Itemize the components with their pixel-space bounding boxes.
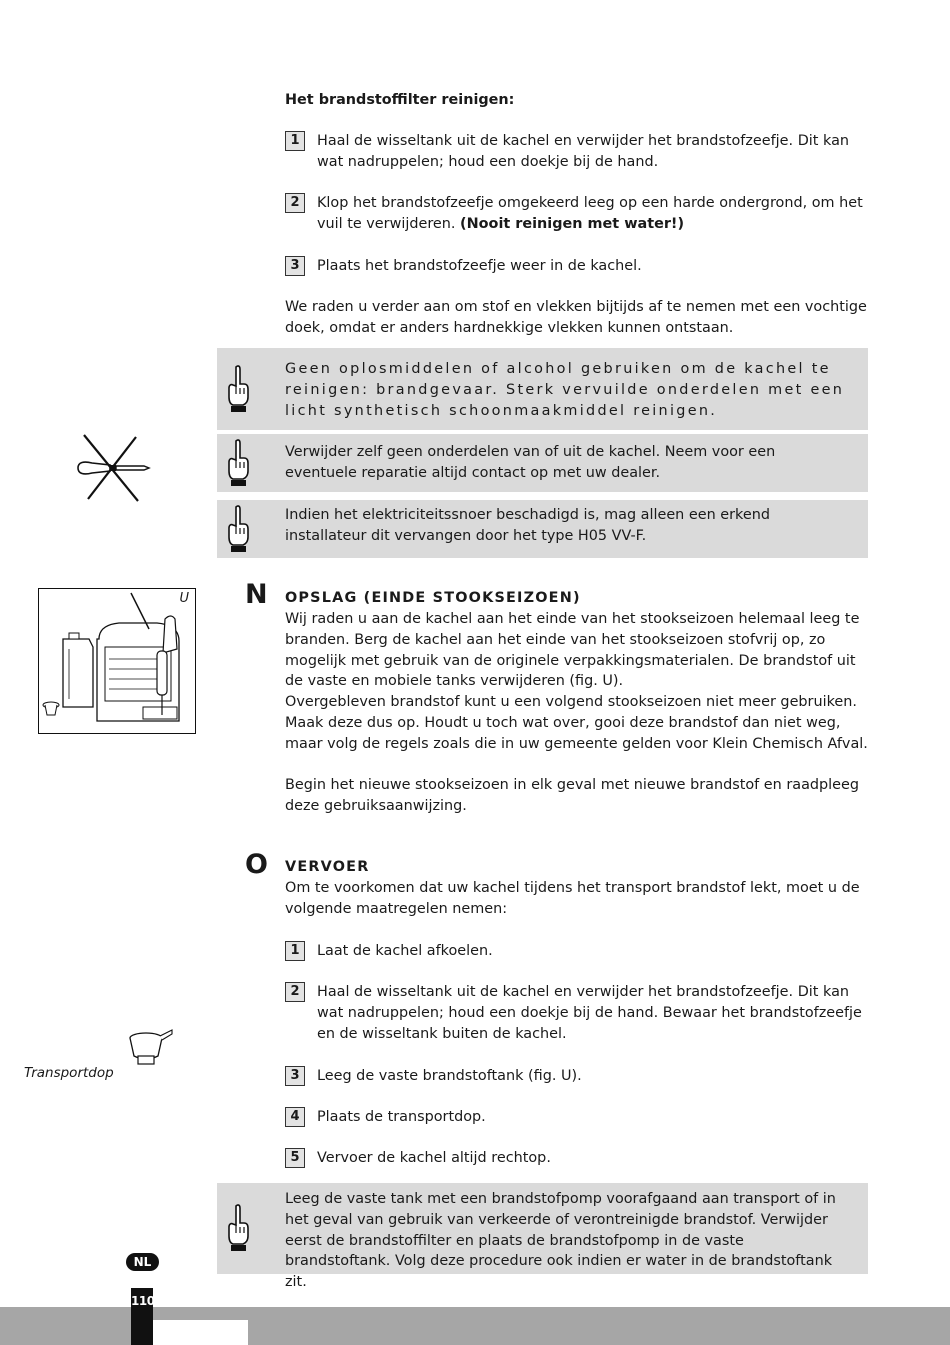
- step-number-badge: 2: [285, 982, 305, 1002]
- section-title: VERVOER: [285, 859, 370, 875]
- page-number: 110: [131, 1294, 155, 1308]
- step-text-warning: (Nooit reinigen met water!): [460, 215, 685, 232]
- step-number-badge: 3: [285, 1066, 305, 1086]
- step-text: Vervoer de kachel altijd rechtop.: [317, 1150, 551, 1166]
- note-text: Verwijder zelf geen onderdelen van of uit de kachel. Neem voor een eventuele reparatie altijd contact op met uw dealer.: [285, 444, 776, 481]
- paragraph-line: Begin het nieuwe stookseizoen in elk geval met nieuwe brandstof en raadpleeg deze gebruiksaanwijzing.: [285, 777, 860, 815]
- step-number-badge: 3: [285, 256, 305, 276]
- note-text: Indien het elektriciteitssnoer beschadigd is, mag alleen een erkend installateur dit vervangen door het type H05 VV-F.: [285, 507, 770, 544]
- heater-emptying-illustration: [39, 589, 195, 733]
- step-text: [317, 193, 869, 235]
- section-letter: O: [245, 849, 268, 880]
- note-box: [217, 1183, 868, 1291]
- figure-caption: Transportdop: [24, 1065, 114, 1081]
- note-box: [217, 348, 868, 430]
- step-text: Haal de wisseltank uit de kachel en verwijder het brandstofzeefje. Dit kan wat nadruppelen; houd een doekje bij de hand. Bewaar het brandstofzeefje en de wisseltank buiten de kachel.: [317, 984, 862, 1042]
- figure-label: U: [179, 591, 189, 606]
- note-text: Geen oplosmiddelen of alcohol gebruiken om de kachel te reinigen: brandgevaar. Sterk vervuilde onderdelen met een licht synthetisch schoonmaakmiddel reinigen.: [285, 361, 845, 419]
- step-text: Laat de kachel afkoelen.: [317, 943, 493, 959]
- step-text-regular: Klop het brandstofzeefje omgekeerd leeg op een harde ondergrond, om het vuil te verwijderen.: [317, 195, 863, 232]
- step-number-badge: 4: [285, 1107, 305, 1127]
- note-box: [217, 434, 868, 492]
- section-title-filter: Het brandstoffilter reinigen:: [285, 92, 515, 108]
- step-number-badge: 2: [285, 193, 305, 213]
- pointing-hand-icon: [225, 364, 251, 414]
- language-badge: NL: [126, 1253, 159, 1271]
- body-paragraph: [285, 609, 869, 817]
- crossed-screwdriver-icon: [74, 432, 152, 504]
- paragraph-line: Overgebleven brandstof kunt u een volgend stookseizoen niet meer gebruiken. Maak deze dus op. Houdt u toch wat over, gooi deze brandstof dan niet weg, maar volg de regels zoals die in uw gemeente gelden voor Klein Chemisch Afval.: [285, 694, 868, 752]
- pointing-hand-icon: [225, 504, 251, 554]
- pointing-hand-icon: [225, 438, 251, 488]
- body-paragraph: We raden u verder aan om stof en vlekken bijtijds af te nemen met een vochtige doek, omdat er anders hardnekkige vlekken kunnen ontstaan.: [285, 299, 867, 336]
- section-title: OPSLAG (EINDE STOOKSEIZOEN): [285, 590, 581, 606]
- step-text: Leeg de vaste brandstoftank (fig. U).: [317, 1068, 582, 1084]
- note-text: Leeg de vaste tank met een brandstofpomp voorafgaand aan transport of in het geval van gebruik van verkeerde of verontreinigde brandstof. Verwijder eerst de brandstoffilter en plaats de brandstofpomp in de vaste brandstoftank. Volg deze procedure ook indien er water in de brandstoftank zit.: [285, 1191, 836, 1291]
- section-letter: N: [245, 579, 268, 610]
- step-number-badge: 5: [285, 1148, 305, 1168]
- step-text: Haal de wisseltank uit de kachel en verwijder het brandstofzeefje. Dit kan wat nadruppelen; houd een doekje bij de hand.: [317, 133, 850, 170]
- step-text: Plaats de transportdop.: [317, 1109, 486, 1125]
- step-number-badge: 1: [285, 941, 305, 961]
- step-number-badge: 1: [285, 131, 305, 151]
- footer-white-tab: [153, 1320, 248, 1345]
- transport-cap-icon: [126, 1026, 176, 1070]
- figure-u: [38, 588, 196, 734]
- step-text: Plaats het brandstofzeefje weer in de kachel.: [317, 258, 642, 274]
- paragraph-line: Wij raden u aan de kachel aan het einde van het stookseizoen helemaal leeg te branden. Berg de kachel aan het einde van het stookseizoen stofvrij op, zo mogelijk met gebruik van de originele verpakkingsmaterialen. De brandstof uit de vaste en mobiele tanks verwijderen (fig. U).: [285, 611, 860, 690]
- pointing-hand-icon: [225, 1203, 251, 1253]
- note-box: [217, 500, 868, 558]
- body-paragraph: Om te voorkomen dat uw kachel tijdens het transport brandstof lekt, moet u de volgende maatregelen nemen:: [285, 880, 860, 917]
